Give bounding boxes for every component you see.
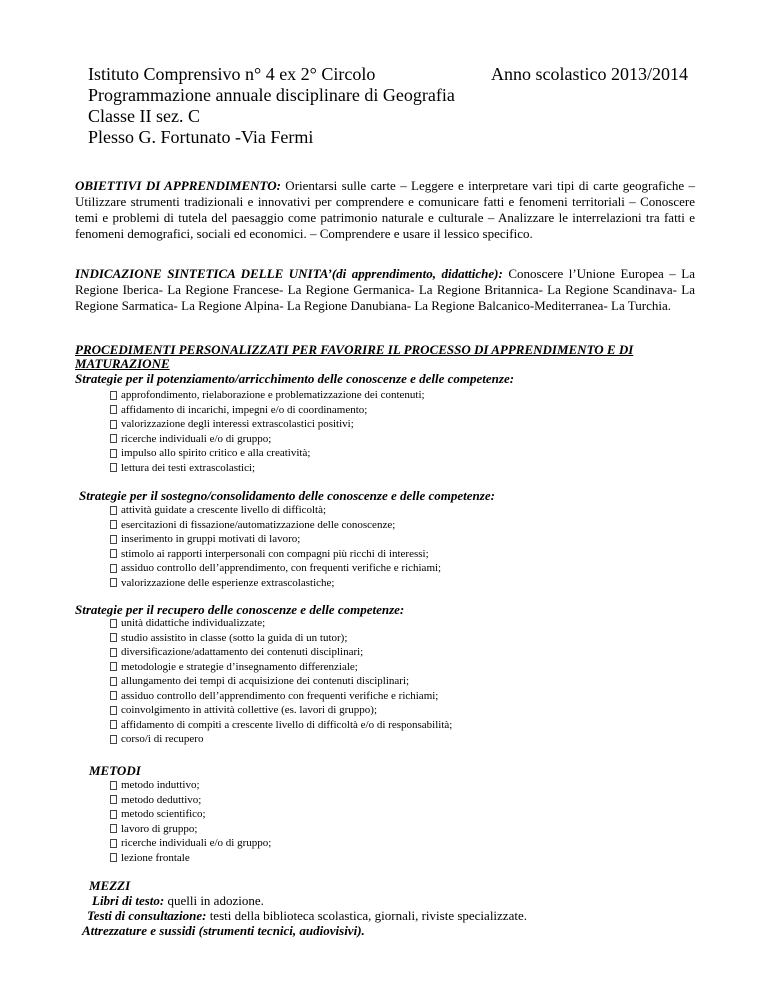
list-item [110, 822, 271, 837]
list-item-text: ricerche individuali e/o di gruppo; [121, 432, 272, 445]
obiettivi-label: OBIETTIVI DI APPRENDIMENTO: [75, 178, 281, 193]
list-item-text: studio assistito in classe (sotto la guida di un tutor); [121, 631, 348, 644]
list-item-text: coinvolgimento in attività collettive (es. lavori di gruppo); [121, 704, 377, 716]
libri-line [92, 893, 264, 908]
list-item [110, 778, 271, 793]
testi-label: Testi di consultazione: [87, 908, 207, 923]
recupero-title: Strategie per il recupero delle conoscenze e delle competenze: [75, 602, 405, 617]
testi-text: testi della biblioteca scolastica, giornali, riviste specializzate. [206, 908, 527, 923]
procedimenti-title-line1: PROCEDIMENTI PERSONALIZZATI PER FAVORIRE IL PROCESSO DI APPRENDIMENTO E DI [75, 342, 634, 357]
attrezzature-line: Attrezzature e sussidi (strumenti tecnici, audiovisivi). [82, 923, 365, 938]
list-item-text: impulso allo spirito critico e alla creatività; [121, 447, 311, 459]
list-item-text: lavoro di gruppo; [121, 822, 198, 835]
list-item-text: diversificazione/adattamento dei contenuti disciplinari; [121, 646, 364, 658]
list-item [110, 689, 452, 704]
checkbox-icon [110, 405, 117, 414]
list-item [110, 532, 441, 547]
checkbox-icon [110, 578, 117, 587]
checkbox-icon [110, 691, 117, 700]
list-item-text: inserimento in gruppi motivati di lavoro; [121, 533, 301, 545]
list-item-text: esercitazioni di fissazione/automatizzazione delle conoscenze; [121, 518, 396, 531]
list-item [110, 503, 441, 518]
header-first-row [88, 64, 688, 85]
list-item [110, 446, 425, 461]
list-item [110, 403, 425, 418]
list-item [110, 645, 452, 660]
checkbox-icon [110, 434, 117, 443]
list-item-text: metodo induttivo; [121, 779, 200, 791]
checkbox-icon [110, 619, 117, 628]
program-title: Programmazione annuale disciplinare di Geografia [88, 85, 455, 105]
list-item [110, 547, 441, 562]
checkbox-icon [110, 420, 117, 429]
checkbox-icon [110, 839, 117, 848]
list-item [110, 518, 441, 533]
list-item-text: affidamento di compiti a crescente livello di difficoltà e/o di responsabilità; [121, 718, 453, 731]
list-item [110, 616, 452, 631]
plesso-label: Plesso G. Fortunato -Via Fermi [88, 127, 314, 147]
checkbox-icon [110, 735, 117, 744]
list-item-text: corso/i di recupero [121, 733, 204, 745]
list-item [110, 561, 441, 576]
checkbox-icon [110, 648, 117, 657]
checkbox-icon [110, 720, 117, 729]
checkbox-icon [110, 781, 117, 790]
checkbox-icon [110, 824, 117, 833]
list-item [110, 807, 271, 822]
checkbox-icon [110, 662, 117, 671]
list-item [110, 718, 452, 733]
list-item [110, 793, 271, 808]
list-item-text: metodologie e strategie d’insegnamento differenziale; [121, 660, 358, 673]
list-item [110, 388, 425, 403]
document-header [88, 64, 688, 148]
indicazione-label: INDICAZIONE SINTETICA DELLE UNITA’(di apprendimento, didattiche): [75, 266, 503, 281]
recupero-list [110, 616, 452, 747]
potenziamento-list [110, 388, 425, 475]
checkbox-icon [110, 564, 117, 573]
potenziamento-title: Strategie per il potenziamento/arricchimento delle conoscenze e delle competenze: [75, 371, 515, 386]
checkbox-icon [110, 549, 117, 558]
testi-line [87, 908, 527, 923]
list-item [110, 432, 425, 447]
indicazione-text: Conoscere l’Unione Europea – La Regione Iberica- La Regione Francese- La Regione Germanica- La Regione Britannica- La Regione Scandinava- La Regione Sarmatica- La Regione Alpina- La Regione Danubiana- La Regione Balcanico-Mediterranea- La Turchia. [75, 266, 695, 313]
list-item-text: lezione frontale [121, 851, 190, 864]
list-item [110, 674, 452, 689]
checkbox-icon [110, 853, 117, 862]
checkbox-icon [110, 463, 117, 472]
checkbox-icon [110, 391, 117, 400]
list-item-text: valorizzazione degli interessi extrascolastici positivi; [121, 418, 354, 430]
checkbox-icon [110, 810, 117, 819]
checkbox-icon [110, 506, 117, 515]
sostegno-list [110, 503, 441, 590]
libri-label: Libri di testo: [92, 893, 165, 908]
list-item-text: approfondimento, rielaborazione e problematizzazione dei contenuti; [121, 389, 425, 401]
sostegno-title: Strategie per il sostegno/consolidamento delle conoscenze e delle competenze: [79, 488, 495, 503]
list-item [110, 836, 271, 851]
procedimenti-title-line2: MATURAZIONE [75, 356, 170, 371]
checkbox-icon [110, 677, 117, 686]
list-item-text: affidamento di incarichi, impegni e/o di coordinamento; [121, 403, 368, 416]
list-item [110, 576, 441, 591]
list-item [110, 631, 452, 646]
metodi-list [110, 778, 271, 865]
list-item-text: metodo scientifico; [121, 808, 206, 820]
obiettivi-paragraph [75, 178, 695, 242]
checkbox-icon [110, 633, 117, 642]
list-item [110, 851, 271, 866]
list-item-text: unità didattiche individualizzate; [121, 617, 266, 629]
list-item [110, 703, 452, 718]
checkbox-icon [110, 449, 117, 458]
list-item-text: lettura dei testi extrascolastici; [121, 461, 256, 474]
checkbox-icon [110, 795, 117, 804]
metodi-title: METODI [89, 763, 141, 778]
list-item [110, 417, 425, 432]
list-item [110, 461, 425, 476]
list-item-text: assiduo controllo dell’apprendimento, con frequenti verifiche e richiami; [121, 562, 442, 574]
list-item-text: metodo deduttivo; [121, 793, 202, 806]
list-item-text: allungamento dei tempi di acquisizione dei contenuti disciplinari; [121, 675, 410, 687]
list-item-text: stimolo ai rapporti interpersonali con compagni più ricchi di interessi; [121, 547, 429, 560]
obiettivi-text: Orientarsi sulle carte – Leggere e interpretare vari tipi di carte geografiche – Utilizzare strumenti tradizionali e innovativi per comprendere e comunicare fatti e fenomeni territoriali – Conoscere temi e problemi di tutela del paesaggio come patrimonio naturale e culturale – Analizzare le interrelazioni tra fatti e fenomeni demografici, sociali ed economici. – Comprendere e usare il lessico specifico. [75, 178, 696, 241]
libri-text: quelli in adozione. [164, 893, 264, 908]
indicazione-paragraph [75, 266, 695, 314]
list-item-text: ricerche individuali e/o di gruppo; [121, 837, 272, 849]
mezzi-title: MEZZI [89, 878, 131, 893]
school-name: Istituto Comprensivo n° 4 ex 2° Circolo [88, 64, 376, 84]
school-year: Anno scolastico 2013/2014 [491, 64, 688, 84]
checkbox-icon [110, 535, 117, 544]
checkbox-icon [110, 706, 117, 715]
list-item-text: attività guidate a crescente livello di difficoltà; [121, 504, 327, 516]
checkbox-icon [110, 520, 117, 529]
class-label: Classe II sez. C [88, 106, 200, 126]
list-item-text: assiduo controllo dell’apprendimento con frequenti verifiche e richiami; [121, 689, 439, 702]
list-item-text: valorizzazione delle esperienze extrascolastiche; [121, 576, 335, 589]
list-item [110, 660, 452, 675]
list-item [110, 732, 452, 747]
